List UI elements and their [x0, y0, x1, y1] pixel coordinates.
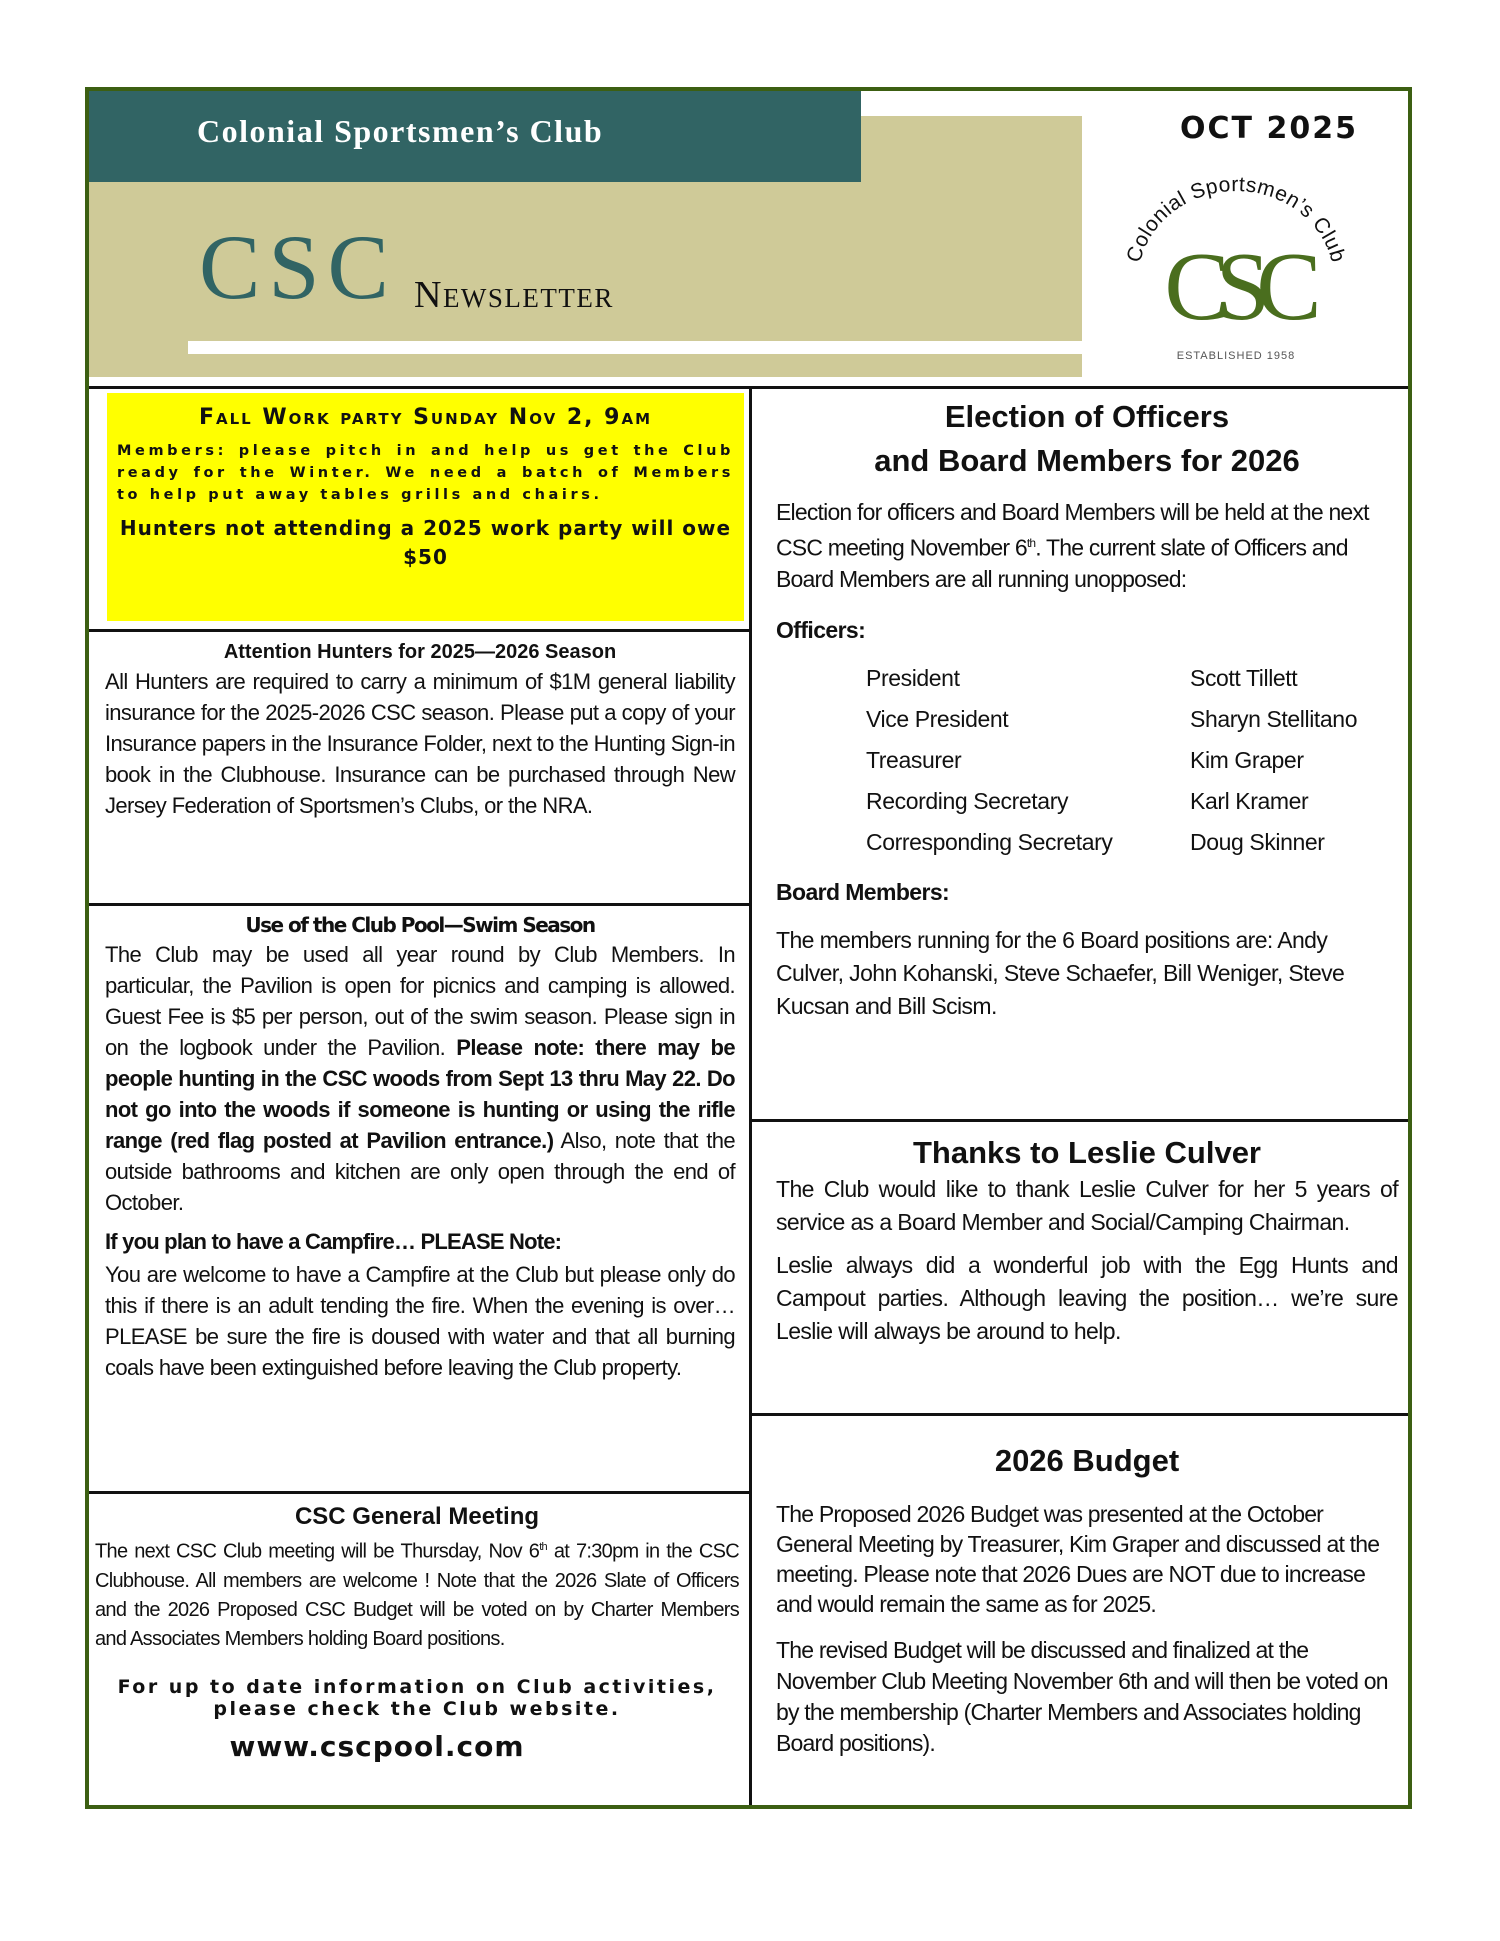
meeting-body-text-2: at 7:30pm in the CSC Clubhouse. All members are welcome ! Note that the 2026 Slate of Officers and the 2026 Proposed CSC Budget will be voted on by Charter Members and Associates Members holding Board positions.: [95, 1540, 739, 1650]
hunters-body: All Hunters are required to carry a minimum of $1M general liability insurance for the 2025-2026 CSC season. Please put a copy of your Insurance papers in the Insurance Folder, next to the Hunting Sign-in book in the Clubhouse. Insurance can be purchased through New Jersey Federation of Sportsmen’s Clubs, or the NRA.: [105, 669, 736, 818]
pool-body-text: The Club may be used all year round by Club Members. In particular, the Pavilion is open for picnics and camping is allowed. Guest Fee is $5 per person, out of the swim season. Please sign in on the logbook under the Pavilion.: [105, 942, 735, 1060]
thanks-body: The Club would like to thank Leslie Culver for her 5 years of service as a Board Member and Social/Camping Chairman.: [776, 1176, 1398, 1235]
board-members-label: Board Members:: [776, 878, 950, 905]
newsletter-page: [85, 87, 1412, 1809]
officer-name: Sharyn Stellitano: [1190, 705, 1358, 732]
election-ordinal: th: [1026, 536, 1036, 550]
club-name: Colonial Sportsmen’s Club: [197, 113, 604, 149]
officer-role: President: [866, 664, 960, 691]
election-section: [752, 393, 1408, 1023]
budget-body-2: The revised Budget will be discussed and finalized at the November Club Meeting November 6th and will then be voted on by the membership (Charter Members and Associates holding Board positions).: [776, 1637, 1388, 1756]
election-intro-text: Election for officers and Board Members will be held at the next CSC meeting November 6: [776, 499, 1369, 561]
website-note: For up to date information on Club activities, please check the Club website.: [117, 1675, 717, 1720]
election-intro-text-2: . The current slate of Officers and Board Members are all running unopposed:: [776, 534, 1348, 592]
section-divider: [89, 903, 749, 906]
officer-role: Corresponding Secretary: [866, 828, 1113, 855]
officer-row: [776, 699, 1398, 740]
officer-name: Doug Skinner: [1190, 828, 1325, 855]
logo-monogram: CSC: [1164, 233, 1308, 341]
officer-name: Karl Kramer: [1190, 787, 1309, 814]
officer-role: Recording Secretary: [866, 787, 1069, 814]
pool-title: Use of the Club Pool—Swim Season: [245, 913, 595, 937]
pool-hunting-warning: Please note: there may be people hunting in the CSC woods from Sept 13 thru May 22. Do not go into the woods if someone is hunting or using the rifle range (red flag posted at Pavilion entrance.): [105, 1035, 735, 1153]
work-party-notice: [107, 393, 744, 621]
work-party-title: Fall Work party Sunday Nov 2, 9am: [198, 405, 653, 430]
website-link[interactable]: www.cscpool.com: [229, 1729, 525, 1763]
budget-section: [752, 1423, 1408, 1759]
officers-label: Officers:: [776, 616, 866, 643]
newsletter-title-word: Newsletter: [414, 274, 614, 316]
officer-role: Treasurer: [866, 746, 962, 773]
thanks-title: Thanks to Leslie Culver: [913, 1135, 1261, 1170]
campfire-body: You are welcome to have a Campfire at the Club but please only do this if there is an adult tending the fire. When the evening is over… PLEASE be sure the fire is doused with water and that all burning coals have been extinguished before leaving the Club property.: [105, 1262, 735, 1380]
logo-established: ESTABLISHED 1958: [1176, 350, 1296, 362]
club-logo-icon: [1116, 161, 1356, 371]
hunters-section: [89, 638, 749, 821]
masthead-divider-stripe: [188, 341, 1082, 354]
section-divider: [89, 1491, 749, 1494]
officer-name: Scott Tillett: [1190, 664, 1298, 691]
campfire-heading: If you plan to have a Campfire… PLEASE Note:: [105, 1229, 562, 1254]
officer-role: Vice President: [866, 705, 1009, 732]
hunters-title: Attention Hunters for 2025—2026 Season: [223, 641, 617, 663]
logo-arc-text: Colonial Sportsmen’s Club: [1122, 173, 1350, 266]
officer-name: Kim Graper: [1190, 746, 1304, 773]
budget-body: The Proposed 2026 Budget was presented at the October General Meeting by Treasurer, Kim Graper and discussed at the meeting. Please note that 2026 Dues are NOT due to increase and would remain the same as for 2025.: [776, 1501, 1380, 1617]
election-title: [776, 395, 1398, 483]
section-divider: [89, 629, 749, 632]
masthead-khaki-block-top: [861, 116, 1082, 182]
election-title-line1: Election of Officers: [944, 399, 1230, 434]
budget-title: 2026 Budget: [994, 1443, 1180, 1478]
officer-row: [776, 822, 1398, 863]
meeting-section: [89, 1501, 749, 1763]
work-party-fee-note: Hunters not attending a 2025 work party will owe $50: [119, 516, 732, 569]
officer-row: [776, 781, 1398, 822]
section-divider: [752, 1413, 1408, 1416]
pool-section: [89, 911, 749, 1383]
meeting-title: CSC General Meeting: [294, 1503, 540, 1530]
work-party-body: Members: please pitch in and help us get the Club ready for the Winter. We need a batch of Members to help put away tables grills and chairs.: [117, 443, 734, 503]
officer-row: [776, 740, 1398, 781]
board-members-text: The members running for the 6 Board positions are: Andy Culver, John Kohanski, Steve Schaefer, Bill Weniger, Steve Kucsan and Bill Scism.: [776, 926, 1345, 1019]
newsletter-title-csc: CSC: [199, 216, 397, 318]
officer-row: [776, 658, 1398, 699]
pool-body: [105, 939, 735, 1218]
meeting-body: [95, 1533, 739, 1654]
issue-date: OCT 2025: [1180, 111, 1358, 146]
meeting-ordinal: th: [539, 1541, 547, 1553]
election-intro: [776, 497, 1398, 595]
officers-list: [776, 658, 1398, 863]
thanks-body-2: Leslie always did a wonderful job with the Egg Hunts and Campout parties. Although leaving the position… we’re sure Leslie will always be around to help.: [776, 1252, 1398, 1344]
election-title-line2: and Board Members for 2026: [874, 443, 1300, 478]
pool-body-text-2: Also, note that the outside bathrooms and kitchen are only open through the end of October.: [105, 1128, 735, 1215]
masthead: [89, 91, 1408, 386]
meeting-body-text: The next CSC Club meeting will be Thursday, Nov 6: [95, 1540, 540, 1563]
section-divider: [752, 1119, 1408, 1122]
thanks-section: [752, 1129, 1408, 1348]
